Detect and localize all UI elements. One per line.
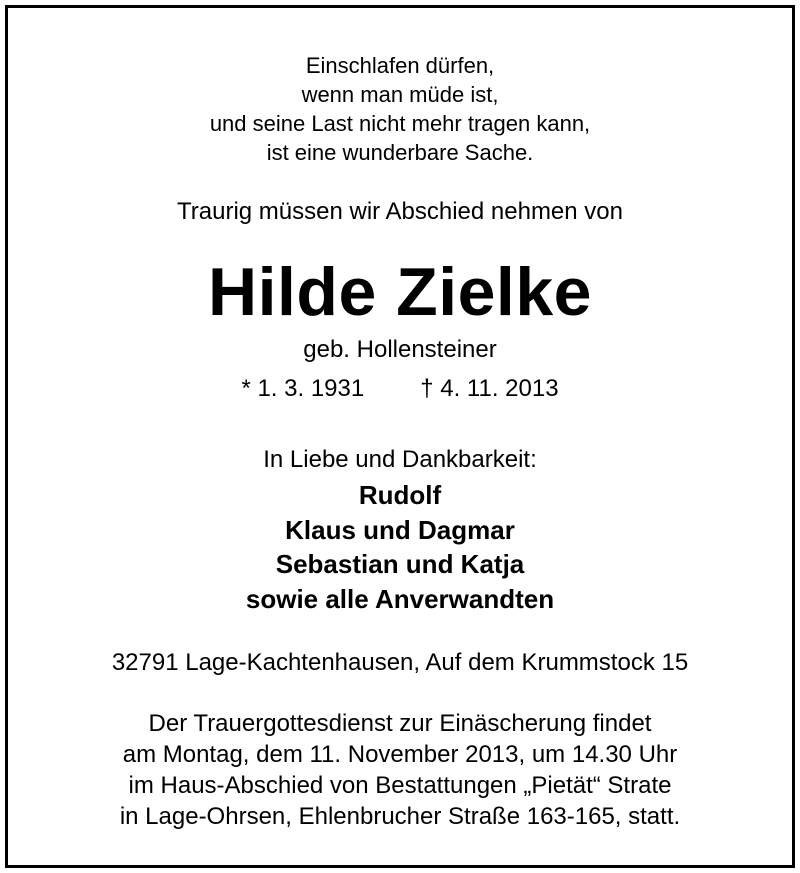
service-line: in Lage-Ohrsen, Ehlenbrucher Straße 163-165, statt. xyxy=(119,803,681,830)
deceased-name: Hilde Zielke xyxy=(208,254,592,330)
service-line: im Haus-Abschied von Bestattungen „Pietät“ Strate xyxy=(128,772,672,799)
poem-line: Einschlafen dürfen, xyxy=(305,53,495,78)
death-date: † 4. 11. 2013 xyxy=(420,375,559,402)
maiden-name: geb. Hollensteiner xyxy=(303,336,497,363)
mourner-name: Sebastian und Katja xyxy=(275,549,525,579)
farewell-intro: Traurig müssen wir Abschied nehmen von xyxy=(177,198,623,225)
mourner-name: Klaus und Dagmar xyxy=(285,515,515,545)
mourner-name: sowie alle Anverwandten xyxy=(245,584,555,614)
birth-date: * 1. 3. 1931 xyxy=(241,375,365,402)
life-dates xyxy=(0,377,800,401)
service-line: am Montag, dem 11. November 2013, um 14.30 Uhr xyxy=(122,741,678,768)
mourners-intro: In Liebe und Dankbarkeit: xyxy=(263,446,537,473)
poem-line: ist eine wunderbare Sache. xyxy=(266,140,534,165)
poem-line: wenn man müde ist, xyxy=(301,82,499,107)
service-line: Der Trauergottesdienst zur Einäscherung findet xyxy=(148,710,652,737)
mourner-name: Rudolf xyxy=(358,480,442,510)
family-address: 32791 Lage-Kachtenhausen, Auf dem Krummstock 15 xyxy=(111,649,689,676)
poem-line: und seine Last nicht mehr tragen kann, xyxy=(209,111,591,136)
